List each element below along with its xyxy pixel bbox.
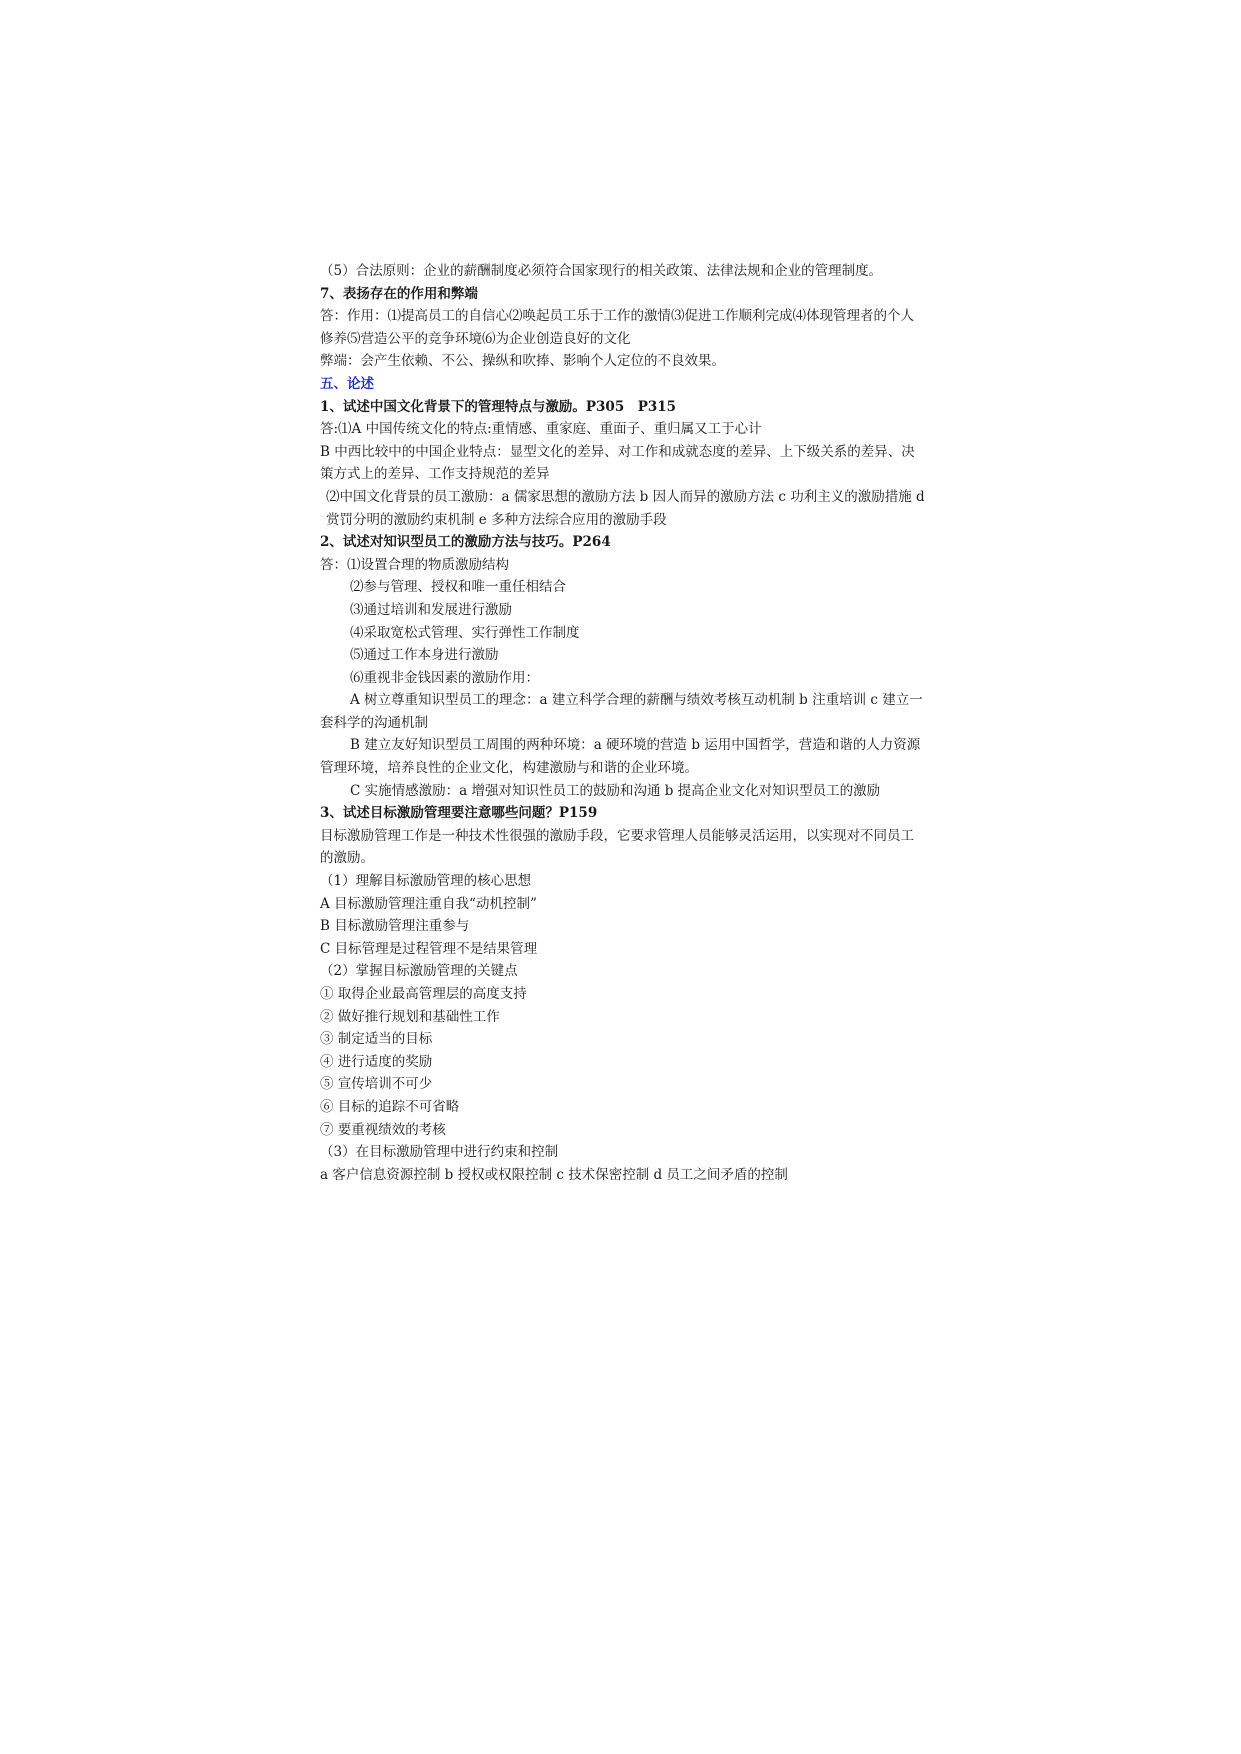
text-line: 答：作用：⑴提高员工的自信心⑵唤起员工乐于工作的激情⑶促进工作顺利完成⑷体现管理者的个人修养⑸营造公平的竞争环境⑹为企业创造良好的文化	[320, 308, 914, 347]
section-heading: 7、表扬存在的作用和弊端	[320, 285, 478, 302]
text-line: C 实施情感激励：a 增强对知识性员工的鼓励和沟通 b 提高企业文化对知识型员工的激励	[350, 782, 881, 799]
text-line: B 建立友好知识型员工周围的两种环境：a 硬环境的营造 b 运用中国哲学，营造和谐的人力资源管理环境，培养良性的企业文化，构建激励与和谐的企业环境。	[320, 737, 921, 777]
text-line: 答：⑴设置合理的物质激励结构	[320, 556, 509, 573]
text-line: （5）合法原则：企业的薪酬制度必须符合国家现行的相关政策、法律法规和企业的管理制度。	[320, 263, 883, 279]
text-line: a 客户信息资源控制 b 授权或权限控制 c 技术保密控制 d 员工之间矛盾的控制	[320, 1166, 788, 1183]
section-heading: 3、试述目标激励管理要注意哪些问题？P159	[320, 805, 598, 822]
text-line: ⑵中国文化背景的员工激励：a 儒家思想的激励方法 b 因人而异的激励方法 c 功利主义的激励措施 d 赏罚分明的激励约束机制 e 多种方法综合应用的激励手段	[326, 488, 925, 528]
list-item: （2）掌握目标激励管理的关键点	[320, 963, 518, 980]
list-item: ⑥ 目标的追踪不可省略	[320, 1098, 460, 1115]
list-item: ⑤ 宣传培训不可少	[320, 1076, 433, 1093]
document-page	[320, 260, 925, 1186]
list-item: A 目标激励管理注重自我“动机控制”	[320, 895, 537, 912]
list-item: C 目标管理是过程管理不是结果管理	[320, 940, 538, 957]
text-line: 弊端：会产生依赖、不公、操纵和吹捧、影响个人定位的不良效果。	[320, 353, 725, 370]
list-item: B 目标激励管理注重参与	[320, 918, 470, 935]
list-item: ⑶通过培训和发展进行激励	[350, 601, 512, 618]
text-line: 答:⑴A 中国传统文化的特点:重情感、重家庭、重面子、重归属又工于心计	[320, 421, 762, 438]
list-item: ① 取得企业最高管理层的高度支持	[320, 986, 527, 1002]
list-item: ⑹重视非金钱因素的激励作用：	[350, 669, 539, 686]
text-line: A 树立尊重知识型员工的理念：a 建立科学合理的薪酬与绩效考核互动机制 b 注重培训 c 建立一套科学的沟通机制	[320, 692, 923, 731]
text-line: B 中西比较中的中国企业特点：显型文化的差异、对工作和成就态度的差异、上下级关系的差异、决策方式上的差异、工作支持规范的差异	[320, 443, 915, 483]
chapter-heading: 五、论述	[320, 375, 374, 392]
list-item: ⑦ 要重视绩效的考核	[320, 1121, 446, 1138]
section-heading: 2、试述对知识型员工的激励方法与技巧。P264	[320, 534, 611, 551]
list-item: ⑵参与管理、授权和唯一重任相结合	[350, 579, 566, 596]
list-item: （1）理解目标激励管理的核心思想	[320, 873, 532, 890]
section-heading: 1、试述中国文化背景下的管理特点与激励。P305 P315	[320, 398, 677, 415]
list-item: ⑸通过工作本身进行激励	[350, 647, 499, 664]
list-item: （3）在目标激励管理中进行约束和控制	[320, 1144, 559, 1161]
list-item: ② 做好推行规划和基础性工作	[320, 1008, 500, 1025]
text-line: 目标激励管理工作是一种技术性很强的激励手段，它要求管理人员能够灵活运用，以实现对不同员工的激励。	[320, 827, 914, 867]
list-item: ⑷采取宽松式管理、实行弹性工作制度	[350, 624, 580, 641]
list-item: ④ 进行适度的奖励	[320, 1053, 433, 1070]
list-item: ③ 制定适当的目标	[320, 1031, 433, 1048]
